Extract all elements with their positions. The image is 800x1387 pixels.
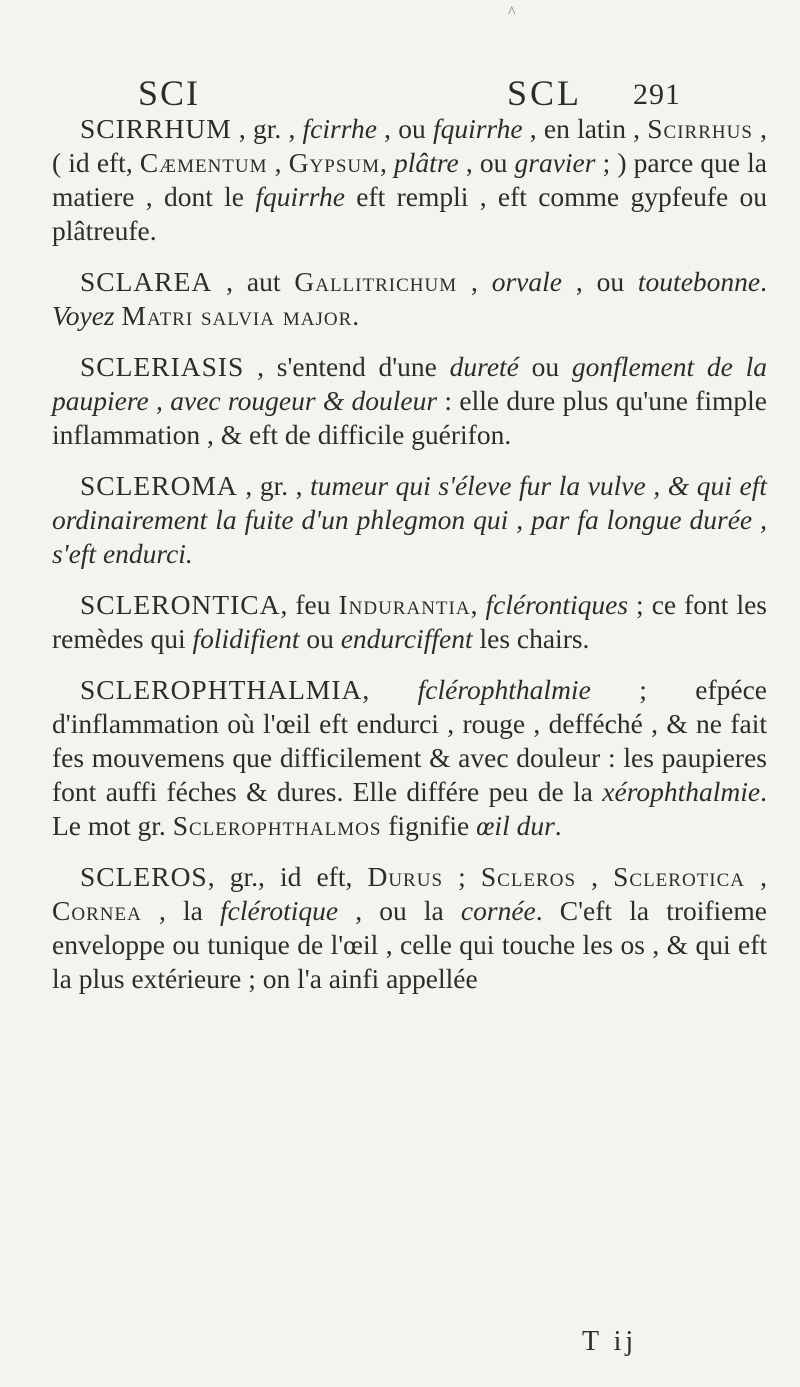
entry-sclarea: SCLAREA , aut Gallitrichum , orvale , ou toutebonne. Voyez Matri salvia major. [52, 266, 767, 331]
entry-headword: SCLEROS [80, 861, 208, 892]
entry-scleriasis: SCLERIASIS , s'entend d'une dureté ou gonflement de la paupiere , avec rougeur & douleur : elle dure plus qu'une fimple inflammation , & eft de difficile guérifon. [52, 351, 768, 450]
header-right-guide-word: SCL [507, 73, 583, 113]
entry-headword: SCLEROMA [80, 470, 238, 501]
entry-headword: SCLERIASIS [80, 351, 245, 382]
entry-headword: SCLEROPHTHALMIA [80, 674, 363, 705]
entry-scleros: SCLEROS, gr., id eft, Durus ; Scleros , Sclerotica , Cornea , la fclérotique , ou la cornée. C'eft la troifieme enveloppe ou tunique de l'œil , celle qui touche les os , & qui eft la plus extérieure ; on l'a ainfi appellée [52, 861, 767, 994]
entry-scirrhum: SCIRRHUM , gr. , fcirrhe , ou fquirrhe , en latin , Scirrhus , ( id eft, Cæmentum , Gypsum, plâtre , ou gravier ; ) parce que la matiere , dont le fquirrhe eft rempli , eft comme gypfeufe ou plâtreufe. [52, 113, 768, 246]
entry-scleroma: SCLEROMA , gr. , tumeur qui s'éleve fur la vulve , & qui eft ordinairement la fuite d'un phlegmon qui , par fa longue durée , s'eft endurci. [52, 470, 767, 569]
header-left-guide-word: SCI [138, 73, 201, 113]
entry-headword: SCIRRHUM [80, 113, 232, 144]
catchword-signature: T ij [582, 1326, 638, 1357]
entry-headword: SCLERONTICA [80, 589, 281, 620]
entry-sclerontica: SCLERONTICA, feu Indurantia, fclérontiques ; ce font les remèdes qui folidifient ou endurciffent les chairs. [52, 589, 767, 654]
page-mark: ^ [508, 4, 516, 21]
page-number: 291 [633, 78, 681, 111]
entry-headword: SCLAREA [80, 266, 213, 297]
entry-sclerophthalmia: SCLEROPHTHALMIA, fclérophthalmie ; efpéce d'inflammation où l'œil eft endurci , rouge , defféché , & ne fait fes mouvemens que difficilement & avec douleur : les paupieres font auffi féches & dures. Elle différe peu de la xérophthalmie. Le mot gr. Sclerophthalmos fignifie œil dur. [52, 674, 768, 841]
dictionary-body [52, 112, 767, 1013]
